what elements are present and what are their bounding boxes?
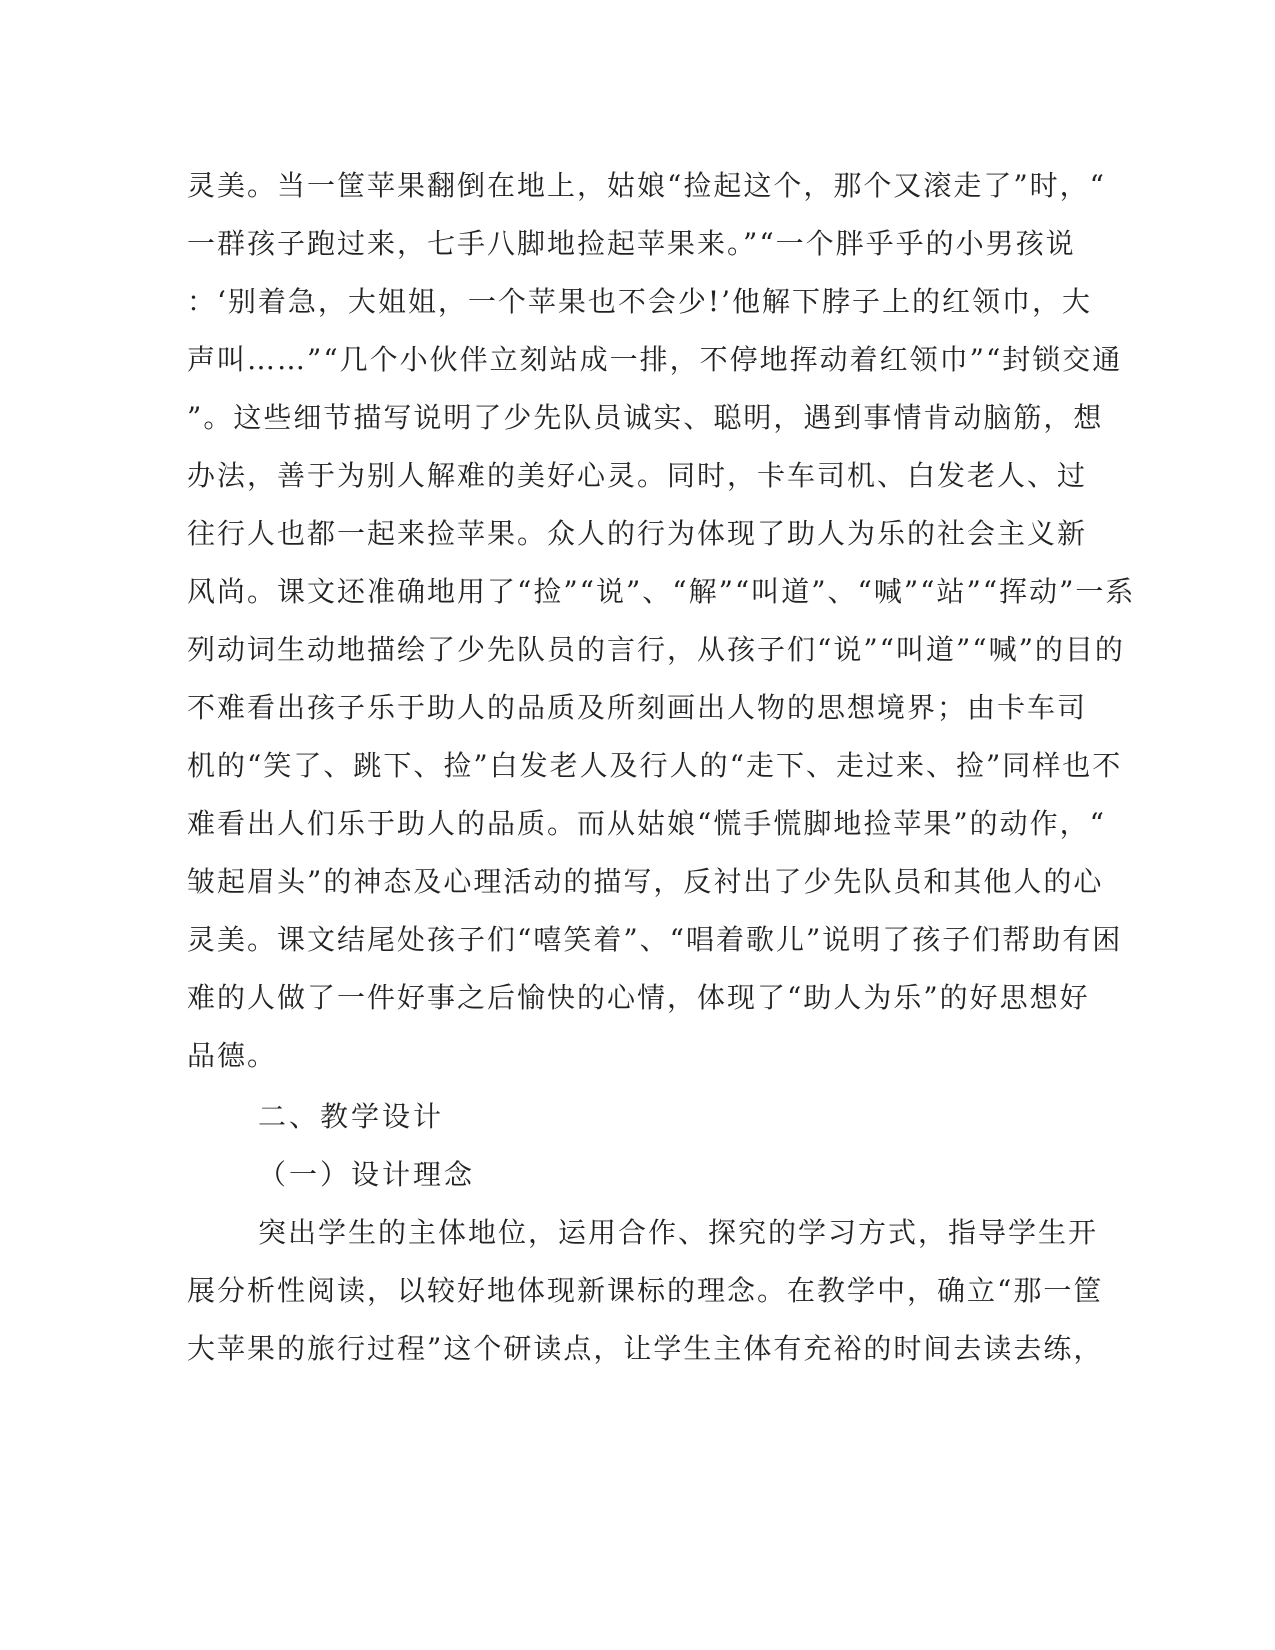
paragraph-line: 一群孩子跑过来，七手八脚地捡起苹果来。”“一个胖乎乎的小男孩说 xyxy=(187,227,1076,260)
paragraph-line: 往行人也都一起来捡苹果。众人的行为体现了助人为乐的社会主义新 xyxy=(187,517,1088,550)
paragraph-line: 风尚。课文还准确地用了“捡”“说”、“解”“叫道”、“喊”“站”“挥动”一系 xyxy=(187,575,1136,608)
paragraph-line: 难的人做了一件好事之后愉快的心情，体现了“助人为乐”的好思想好 xyxy=(187,981,1090,1014)
paragraph-line: ：‘别着急，大姐姐，一个苹果也不会少!’他解下脖子上的红领巾，大 xyxy=(187,285,1093,318)
paragraph-line: 展分析性阅读，以较好地体现新课标的理念。在教学中，确立“那一筐 xyxy=(187,1274,1104,1307)
paragraph-line: 大苹果的旅行过程”这个研读点，让学生主体有充裕的时间去读去练， xyxy=(187,1332,1104,1365)
paragraph-line: 声叫……”“几个小伙伴立刻站成一排，不停地挥动着红领巾”“封锁交通 xyxy=(187,343,1123,376)
paragraph-line: 突出学生的主体地位，运用合作、探究的学习方式，指导学生开 xyxy=(258,1216,1099,1249)
paragraph-line: 列动词生动地描绘了少先队员的言行，从孩子们“说”“叫道”“喊”的目的 xyxy=(187,633,1125,666)
paragraph-line: 难看出人们乐于助人的品质。而从姑娘“慌手慌脚地捡苹果”的动作，“ xyxy=(187,807,1106,840)
paragraph-line: 办法，善于为别人解难的美好心灵。同时，卡车司机、白发老人、过 xyxy=(187,459,1088,492)
paragraph-line: 灵美。当一筐苹果翻倒在地上，姑娘“捡起这个，那个又滚走了”时，“ xyxy=(187,169,1106,202)
paragraph-line: ”。这些细节描写说明了少先队员诚实、聪明，遇到事情肯动脑筋，想 xyxy=(187,401,1104,434)
paragraph-line: 灵美。课文结尾处孩子们“嘻笑着”、“唱着歌儿”说明了孩子们帮助有困 xyxy=(187,923,1123,956)
paragraph-line: 机的“笑了、跳下、捡”白发老人及行人的“走下、走过来、捡”同样也不 xyxy=(187,749,1123,782)
paragraph-line: 品德。 xyxy=(187,1039,278,1072)
paragraph-line: 不难看出孩子乐于助人的品质及所刻画出人物的思想境界；由卡车司 xyxy=(187,691,1088,724)
section-heading: 二、教学设计 xyxy=(258,1100,445,1133)
paragraph-line: 皱起眉头”的神态及心理活动的描写，反衬出了少先队员和其他人的心 xyxy=(187,865,1104,898)
subsection-heading: （一）设计理念 xyxy=(258,1158,476,1191)
